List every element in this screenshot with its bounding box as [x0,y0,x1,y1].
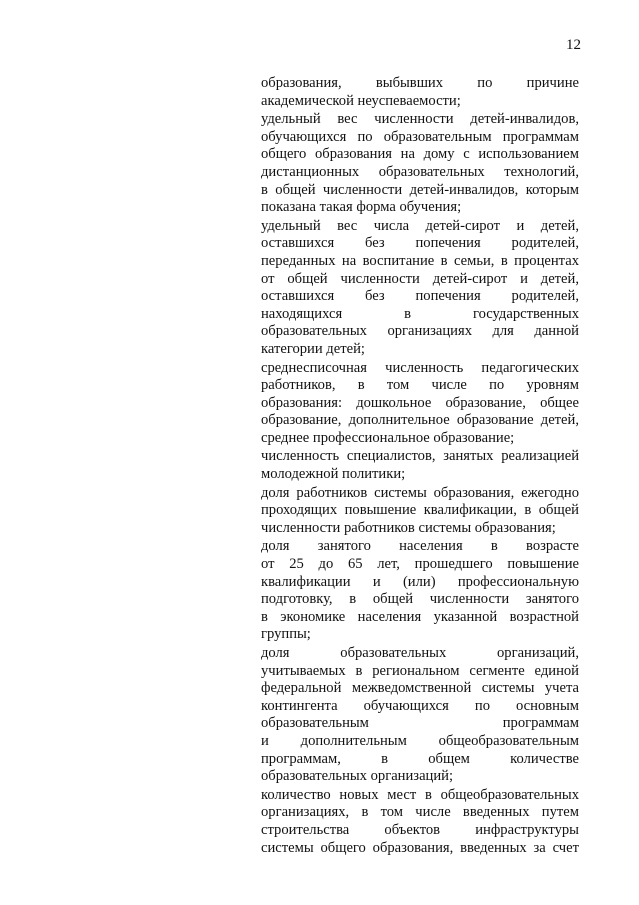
text-line: находящихся в государственных [261,305,579,322]
text-line: образование, дополнительное образование детей, [261,412,579,429]
text-line: строительства объектов инфраструктуры [261,821,579,838]
text-paragraph [261,448,579,483]
text-line: от 25 до 65 лет, прошедшего повышение [261,556,579,573]
text-line: показана такая форма обучения; [261,199,462,216]
text-line: контингента обучающихся по основным [261,697,579,714]
text-line: среднее профессиональное образование; [261,429,515,446]
text-line: образования: дошкольное образование, общее [261,394,579,411]
text-line: организациях, в том числе введенных путем [261,804,579,821]
text-line: численность специалистов, занятых реализацией [261,448,579,465]
text-line: образовательным программам [261,715,579,732]
text-line: и дополнительным общеобразовательным [261,732,579,749]
text-line: обучающихся по образовательным программам [261,128,579,145]
text-column [261,75,579,858]
text-paragraph [261,75,579,110]
text-line: федеральной межведомственной системы учета [261,680,579,697]
text-line: доля образовательных организаций, [261,645,579,661]
text-line: образовательных организаций; [261,768,454,785]
text-line: программам, в общем количестве [261,750,579,767]
text-line: оставшихся без попечения родителей, [261,235,579,252]
text-line: оставшихся без попечения родителей, [261,288,579,305]
text-line: работников, в том числе по уровням [261,377,579,394]
text-line: в общей численности детей-инвалидов, которым [261,181,579,198]
text-line: академической неуспеваемости; [261,92,461,109]
text-line: молодежной политики; [261,466,406,483]
text-line: переданных на воспитание в семьи, в процентах [261,252,579,269]
text-line: проходящих повышение квалификации, в общей [261,502,579,519]
text-line: доля работников системы образования, ежегодно [261,484,579,501]
text-line: учитываемых в региональном сегменте единой [261,662,579,679]
text-paragraph [261,360,579,448]
text-line: удельный вес числа детей-сирот и детей, [261,217,579,234]
text-line: общего образования на дому с использованием [261,146,579,163]
text-line: среднесписочная численность педагогических [261,359,579,376]
text-line: доля занятого населения в возрасте [261,538,579,555]
text-line: численности работников системы образования; [261,519,556,536]
text-line: системы общего образования, введенных за счет [261,839,579,856]
text-line: группы; [261,626,311,643]
text-line: количество новых мест в общеобразовательных [261,786,579,803]
text-paragraph [261,538,579,644]
text-paragraph [261,645,579,786]
text-line: в экономике населения указанной возрастной [261,608,579,625]
text-line: дистанционных образовательных технологий, [261,163,579,180]
text-line: от общей численности детей-сирот и детей, [261,270,579,287]
text-paragraph [261,787,579,857]
page-number: 12 [566,37,581,53]
text-paragraph [261,218,579,359]
text-line: категории детей; [261,340,365,357]
text-paragraph [261,111,579,217]
text-paragraph [261,485,579,538]
text-line: квалификации и (или) профессиональную [261,573,579,590]
text-line: образовательных организациях для данной [261,323,579,340]
text-line: образования, выбывших по причине [261,75,579,91]
text-line: удельный вес численности детей-инвалидов, [261,111,579,128]
text-line: подготовку, в общей численности занятого [261,591,579,608]
